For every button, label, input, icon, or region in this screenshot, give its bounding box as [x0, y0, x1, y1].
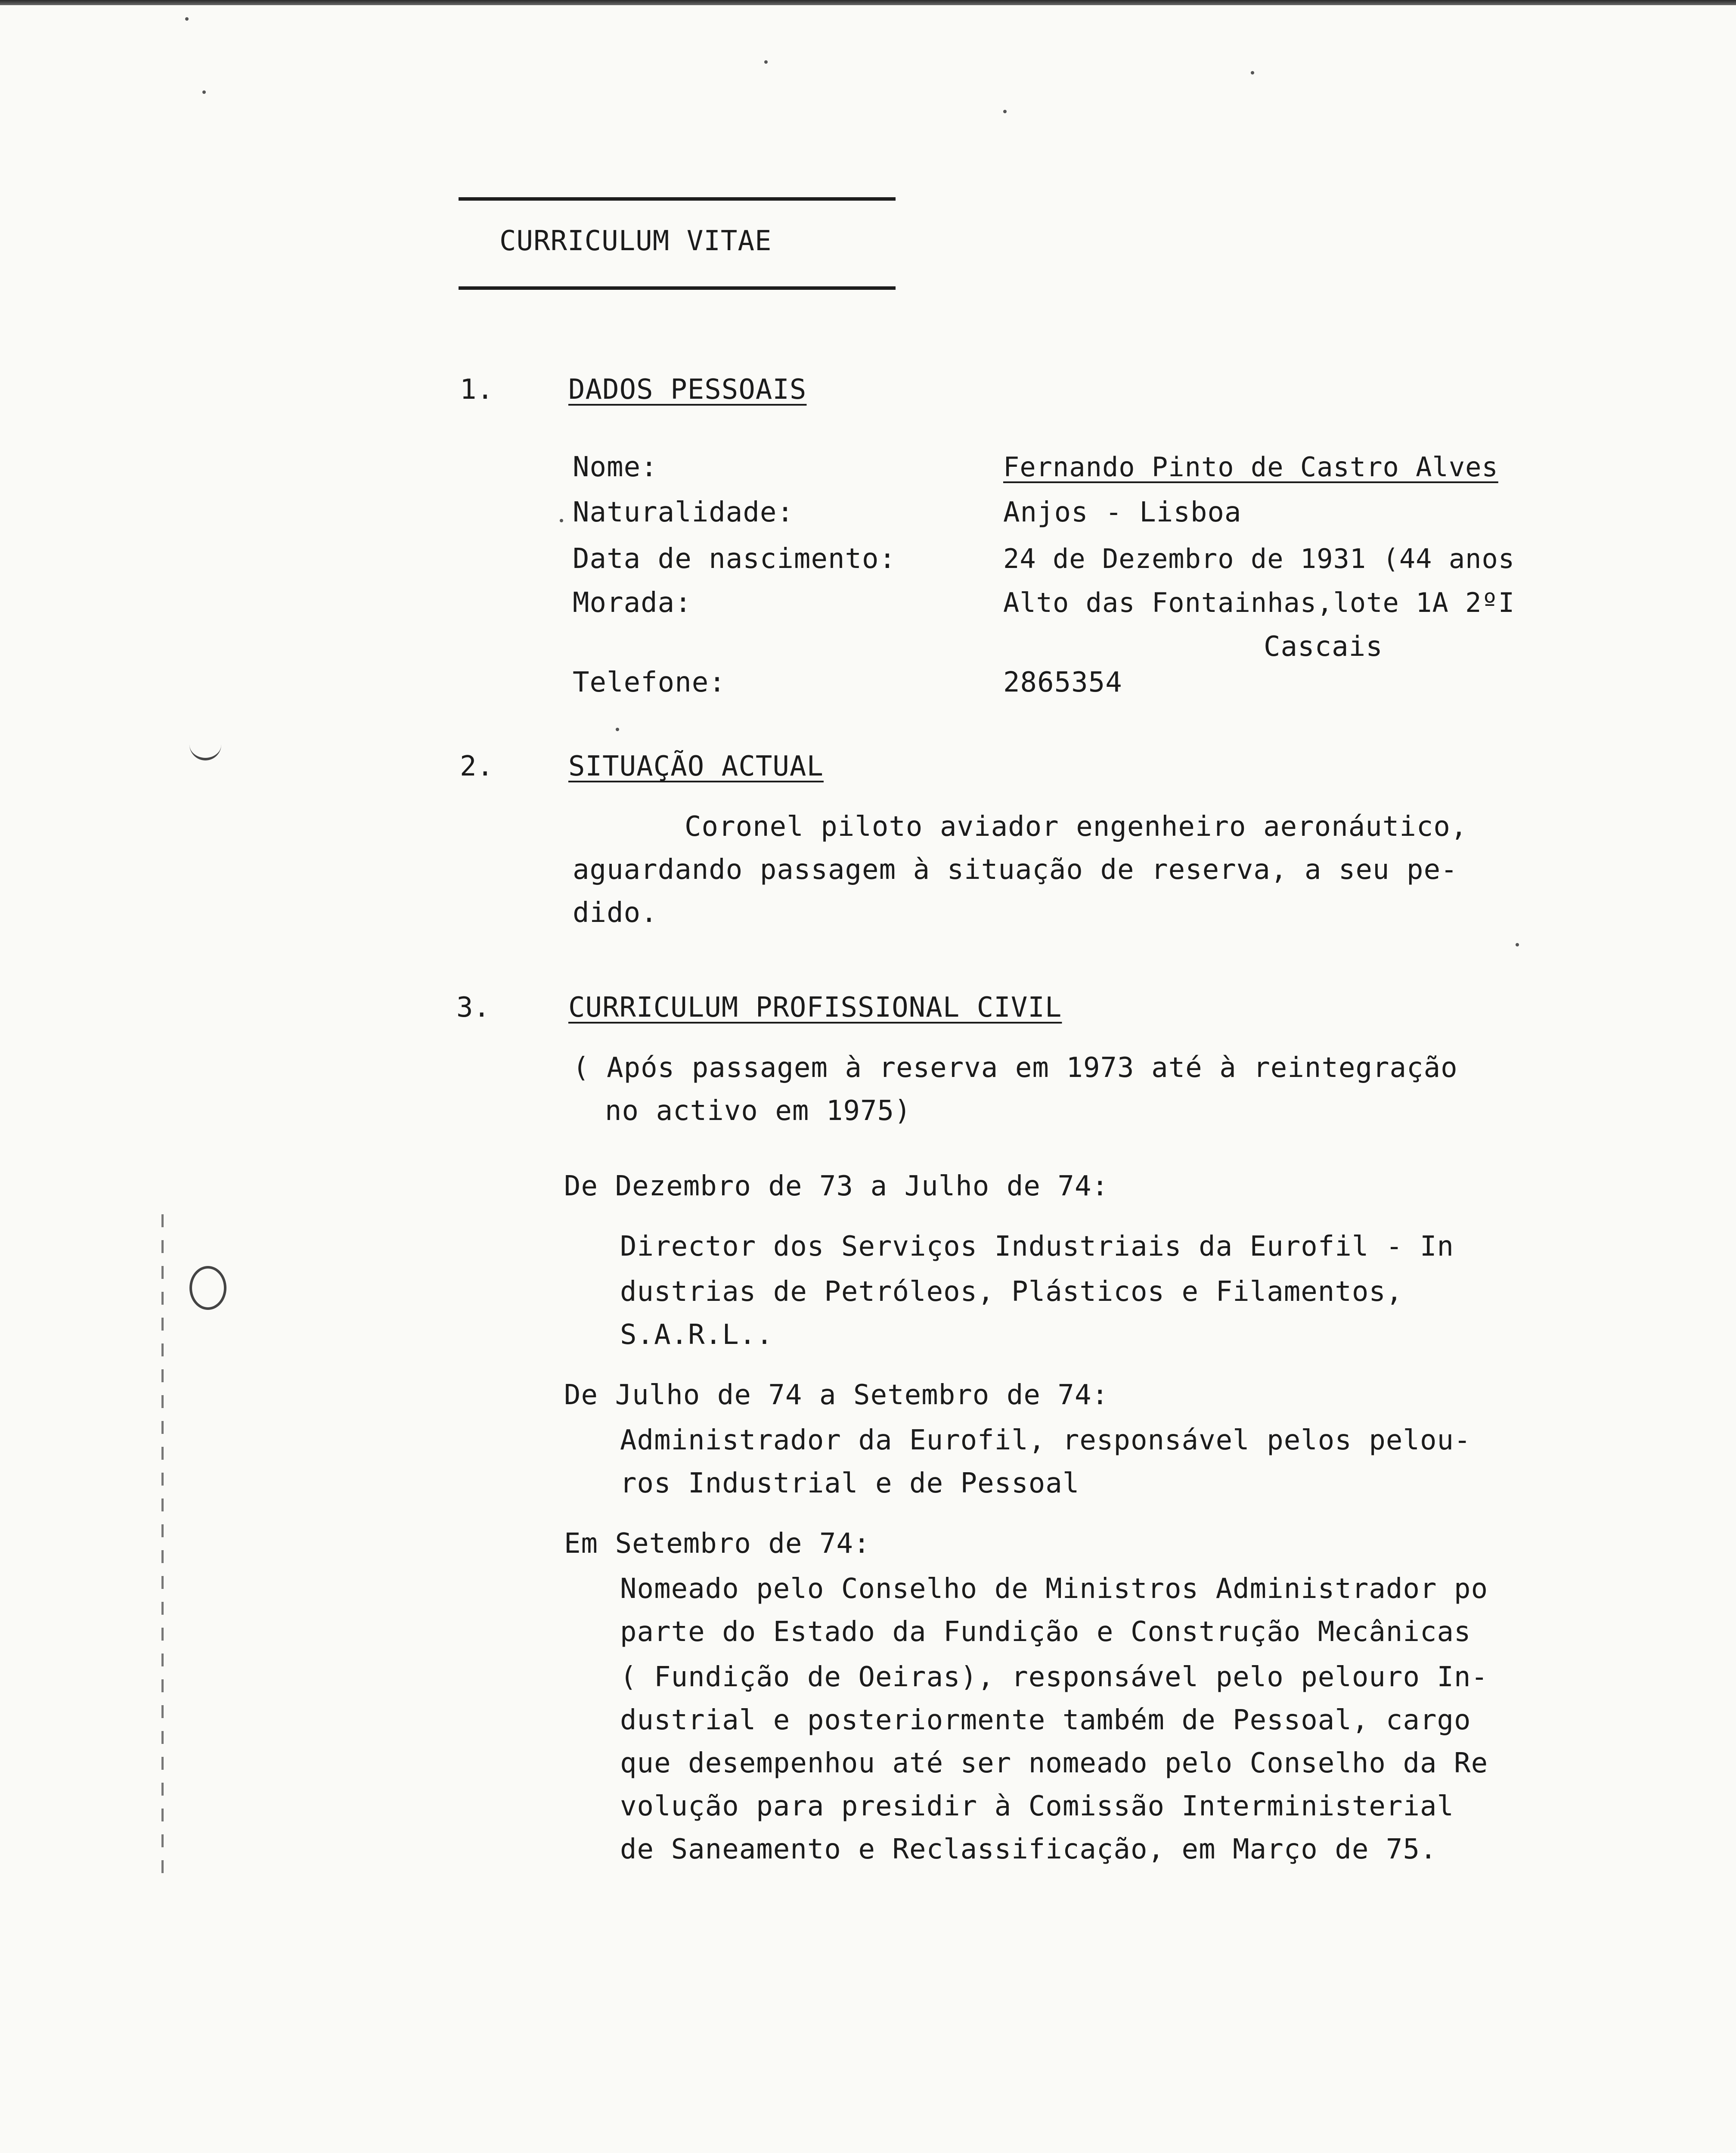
- scan-speck: [560, 519, 563, 522]
- section-heading: CURRICULUM PROFISSIONAL CIVIL: [568, 992, 1062, 1024]
- entry-text-line: Administrador da Eurofil, responsável pelos pelou-: [620, 1424, 1471, 1456]
- field-value: 2865354: [1003, 667, 1122, 698]
- body-text-line: dido.: [573, 897, 658, 929]
- title-rule-bottom: [459, 286, 896, 290]
- section-heading: SITUAÇÃO ACTUAL: [568, 751, 824, 782]
- entry-text-line: ros Industrial e de Pessoal: [620, 1467, 1080, 1499]
- title-rule-top: [459, 197, 896, 201]
- body-text-line: Coronel piloto aviador engenheiro aeronáutico,: [685, 811, 1468, 843]
- field-label: Telefone:: [573, 667, 726, 698]
- entry-text-line: que desempenhou até ser nomeado pelo Conselho da Re: [620, 1747, 1488, 1779]
- field-value: Anjos - Lisboa: [1003, 496, 1242, 528]
- body-text-line: ( Após passagem à reserva em 1973 até à reintegração: [573, 1052, 1458, 1084]
- section-number: 3.: [456, 992, 491, 1024]
- scan-speck: [764, 60, 768, 64]
- entry-period: Em Setembro de 74:: [564, 1528, 871, 1560]
- scan-speck: [185, 17, 189, 21]
- field-value-continuation: Cascais: [1264, 631, 1383, 663]
- body-text-line: no activo em 1975): [605, 1095, 911, 1127]
- field-label: Nome:: [573, 451, 658, 483]
- body-text-line: aguardando passagem à situação de reserva, a seu pe-: [573, 854, 1458, 886]
- entry-text-line: S.A.R.L..: [620, 1319, 773, 1351]
- punch-hole-mark-1: [189, 732, 221, 760]
- entry-text-line: volução para presidir à Comissão Interministerial: [620, 1790, 1454, 1822]
- scan-top-edge: [0, 0, 1736, 5]
- field-value: Alto das Fontainhas,lote 1A 2ºI: [1003, 587, 1515, 618]
- field-value: 24 de Dezembro de 1931 (44 anos: [1003, 543, 1515, 574]
- entry-period: De Dezembro de 73 a Julho de 74:: [564, 1170, 1109, 1202]
- entry-text-line: Nomeado pelo Conselho de Ministros Administrador po: [620, 1573, 1488, 1605]
- entry-text-line: de Saneamento e Reclassificação, em Março de 75.: [620, 1833, 1437, 1865]
- entry-text-line: parte do Estado da Fundição e Construção Mecânicas: [620, 1616, 1471, 1648]
- field-label: Naturalidade:: [573, 496, 794, 528]
- entry-text-line: dustrial e posteriormente também de Pessoal, cargo: [620, 1704, 1471, 1736]
- scan-speck: [1251, 71, 1254, 74]
- field-label: Morada:: [573, 587, 692, 619]
- entry-period: De Julho de 74 a Setembro de 74:: [564, 1379, 1109, 1411]
- punch-hole-mark-2: [189, 1266, 226, 1310]
- section-heading: DADOS PESSOAIS: [568, 374, 807, 406]
- scan-speck: [1003, 110, 1007, 113]
- scan-speck: [202, 90, 206, 94]
- entry-text-line: ( Fundição de Oeiras), responsável pelo pelouro In-: [620, 1661, 1488, 1693]
- document-title: CURRICULUM VITAE: [499, 225, 772, 257]
- field-label: Data de nascimento:: [573, 543, 896, 575]
- section-number: 1.: [460, 374, 494, 406]
- margin-scan-line: [161, 1214, 164, 1882]
- entry-text-line: Director dos Serviços Industriais da Eurofil - In: [620, 1231, 1454, 1263]
- field-value: Fernando Pinto de Castro Alves: [1003, 451, 1498, 483]
- entry-text-line: dustrias de Petróleos, Plásticos e Filamentos,: [620, 1276, 1403, 1308]
- scan-speck: [616, 728, 619, 731]
- scan-speck: [1516, 943, 1519, 946]
- section-number: 2.: [460, 751, 494, 782]
